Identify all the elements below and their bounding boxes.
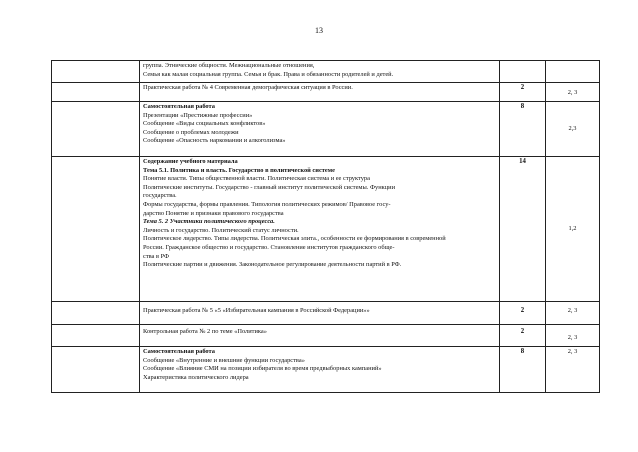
table-row [52, 347, 600, 393]
section-cell-empty [52, 102, 140, 157]
content-cell [140, 325, 500, 347]
hours-value: 14 [519, 158, 526, 165]
content-line: государства. [143, 192, 177, 200]
table-row [52, 102, 600, 157]
content-line: Семья как малая социальная группа. Семья и брак. Права и обязанности родителей и детей. [143, 70, 394, 78]
level-cell [546, 347, 600, 393]
hours-cell [500, 61, 546, 83]
content-cell [140, 157, 500, 302]
content-cell [140, 347, 500, 393]
hours-cell [500, 102, 546, 157]
hours-cell [500, 157, 546, 302]
self-study-heading: Самостоятельная работа [143, 348, 215, 355]
content-line: Сообщение о проблемах молодежи [143, 128, 239, 136]
control-work-2: Контрольная работа № 2 по теме «Политика» [143, 328, 267, 335]
level-cell [546, 157, 600, 302]
self-study-heading: Самостоятельная работа [143, 103, 215, 110]
hours-cell [500, 302, 546, 325]
level-cell [546, 325, 600, 347]
hours-value: 2 [520, 84, 525, 91]
content-heading: Содержание учебного материала [143, 158, 238, 165]
practical-work-4: Практическая работа № 4 Современная демографическая ситуация в России. [143, 84, 353, 91]
content-line: Сообщение «Опасность наркомании и алкоголизма» [143, 137, 286, 145]
content-cell [140, 61, 500, 83]
hours-value: 8 [520, 348, 525, 355]
content-line: Личность и государство. Политический статус личности. [143, 226, 299, 234]
content-line: Сообщение «Виды социальных конфликтов» [143, 120, 266, 128]
hours-cell [500, 83, 546, 102]
content-cell [140, 302, 500, 325]
hours-cell [500, 347, 546, 393]
section-title-cell [52, 157, 140, 302]
content-line: Сообщение «Влияние СМИ на позиции избирателя во время предвыборных кампаний» [143, 365, 382, 373]
hours-value: 2 [520, 307, 525, 314]
section-cell-empty [52, 347, 140, 393]
table-row [52, 325, 600, 347]
level-value: 1,2 [568, 224, 577, 232]
content-line: Формы государства, формы правления. Типология политических режимов/ Правовое госу- [143, 200, 391, 208]
section-cell-empty [52, 61, 140, 83]
section-cell-empty [52, 302, 140, 325]
topic-heading: Тема 5.1. Политика и власть. Государство в политической системе [143, 166, 335, 174]
level-cell [546, 61, 600, 83]
content-line: группа. Этнические общности. Межнациональные отношения, [143, 62, 315, 69]
content-line: Политические партии и движения. Законодательное регулирование деятельности партий в РФ. [143, 261, 402, 269]
level-value: 2, 3 [567, 334, 578, 341]
content-line: Политическое лидерство. Типы лидерства. Политическая элита., особенности ее формирования в современной [143, 235, 446, 243]
section-cell-empty [52, 325, 140, 347]
practical-work-5: Практическая работа № 5 «5 «Избирательная кампания в Российской Федерации»» [143, 307, 370, 314]
content-line: дарство Понятие и признаки правового государства [143, 209, 284, 217]
hours-cell [500, 325, 546, 347]
content-line: Презентации «Престижные профессии» [143, 111, 253, 119]
level-value: 2, 3 [567, 348, 578, 355]
level-cell [546, 102, 600, 157]
content-line: России. Гражданское общество и государство. Становление институтов гражданского обще- [143, 243, 395, 251]
hours-value: 8 [520, 103, 525, 110]
table-row [52, 302, 600, 325]
table-row [52, 83, 600, 102]
table-row [52, 157, 600, 302]
content-cell [140, 83, 500, 102]
section-cell-empty [52, 83, 140, 102]
content-line: Характеристика политического лидера [143, 373, 249, 381]
content-cell [140, 102, 500, 157]
level-value: 2, 3 [567, 307, 578, 314]
level-cell [546, 83, 600, 102]
curriculum-table [51, 60, 600, 393]
level-value: 2,3 [568, 124, 577, 132]
content-line: ства в РФ [143, 252, 170, 260]
content-line: Понятие власти. Типы общественной власти. Политическая система и ее структура [143, 175, 370, 183]
level-value: 2, 3 [567, 89, 578, 96]
content-line: Политические институты. Государство - главный институт политической системы. Функции [143, 183, 395, 191]
hours-value: 2 [520, 328, 525, 335]
table-row [52, 61, 600, 83]
page-number: 13 [315, 26, 323, 35]
topic-heading: Тема 5. 2 Участники политического процесса. [143, 218, 275, 226]
level-cell [546, 302, 600, 325]
content-line: Сообщение «Внутренние и внешние функции государства» [143, 356, 305, 364]
